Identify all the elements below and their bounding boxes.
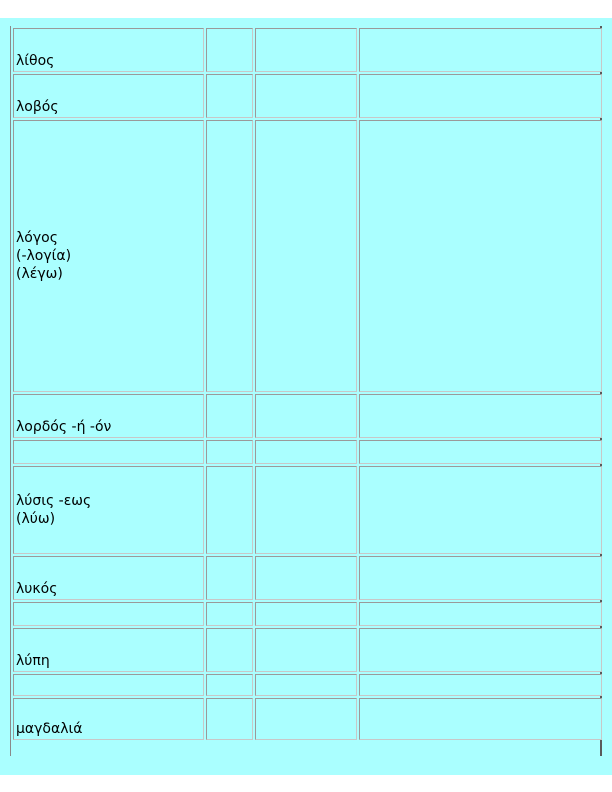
empty-cell — [255, 440, 357, 464]
empty-cell — [206, 440, 253, 464]
empty-cell — [255, 556, 357, 600]
table-row — [13, 674, 602, 696]
empty-cell — [359, 120, 602, 392]
term-cell — [13, 556, 204, 600]
term-root-text: (λέγω) — [16, 265, 63, 282]
empty-cell — [359, 602, 602, 626]
term-cell — [13, 628, 204, 672]
term-text: λίθος — [16, 53, 55, 69]
empty-cell — [359, 698, 602, 740]
term-text: μαγδαλιά — [16, 721, 83, 737]
term-cell — [13, 74, 204, 118]
empty-cell — [206, 466, 253, 554]
table-row — [13, 602, 602, 626]
empty-cell — [255, 674, 357, 696]
term-text: λορδός -ή -όν — [16, 419, 112, 435]
term-cell — [13, 28, 204, 72]
term-root-text: (λύω) — [16, 510, 56, 527]
empty-cell — [13, 440, 204, 464]
empty-cell — [359, 394, 602, 438]
term-cell — [13, 698, 204, 740]
empty-cell — [255, 628, 357, 672]
table-row — [13, 120, 602, 392]
term-text: λυκός — [16, 581, 58, 597]
table-row — [13, 628, 602, 672]
empty-cell — [206, 698, 253, 740]
empty-cell — [255, 394, 357, 438]
empty-cell — [206, 674, 253, 696]
empty-cell — [359, 674, 602, 696]
empty-cell — [255, 466, 357, 554]
empty-cell — [206, 602, 253, 626]
empty-cell — [206, 28, 253, 72]
table-row — [13, 556, 602, 600]
empty-cell — [255, 74, 357, 118]
empty-cell — [206, 556, 253, 600]
term-cell — [13, 466, 204, 554]
empty-cell — [359, 556, 602, 600]
empty-cell — [255, 602, 357, 626]
vocabulary-table — [11, 26, 604, 742]
empty-cell — [13, 674, 204, 696]
empty-cell — [206, 74, 253, 118]
empty-cell — [206, 394, 253, 438]
term-cell — [13, 394, 204, 438]
term-text: λόγος — [16, 229, 58, 246]
empty-cell — [359, 466, 602, 554]
empty-cell — [359, 628, 602, 672]
table-row — [13, 466, 602, 554]
empty-cell — [359, 28, 602, 72]
table-row — [13, 74, 602, 118]
empty-cell — [255, 120, 357, 392]
empty-cell — [255, 28, 357, 72]
table-row — [13, 698, 602, 740]
term-text: λοβός — [16, 99, 59, 115]
empty-cell — [13, 602, 204, 626]
table-row — [13, 28, 602, 72]
table-row — [13, 394, 602, 438]
term-text: λύπη — [16, 653, 50, 669]
empty-cell — [359, 440, 602, 464]
empty-cell — [206, 628, 253, 672]
table-row — [13, 440, 602, 464]
empty-cell — [255, 698, 357, 740]
term-text: λύσις -εως — [16, 492, 92, 509]
empty-cell — [206, 120, 253, 392]
term-variant-text: (-λογία) — [16, 247, 72, 264]
term-cell — [13, 120, 204, 392]
empty-cell — [359, 74, 602, 118]
